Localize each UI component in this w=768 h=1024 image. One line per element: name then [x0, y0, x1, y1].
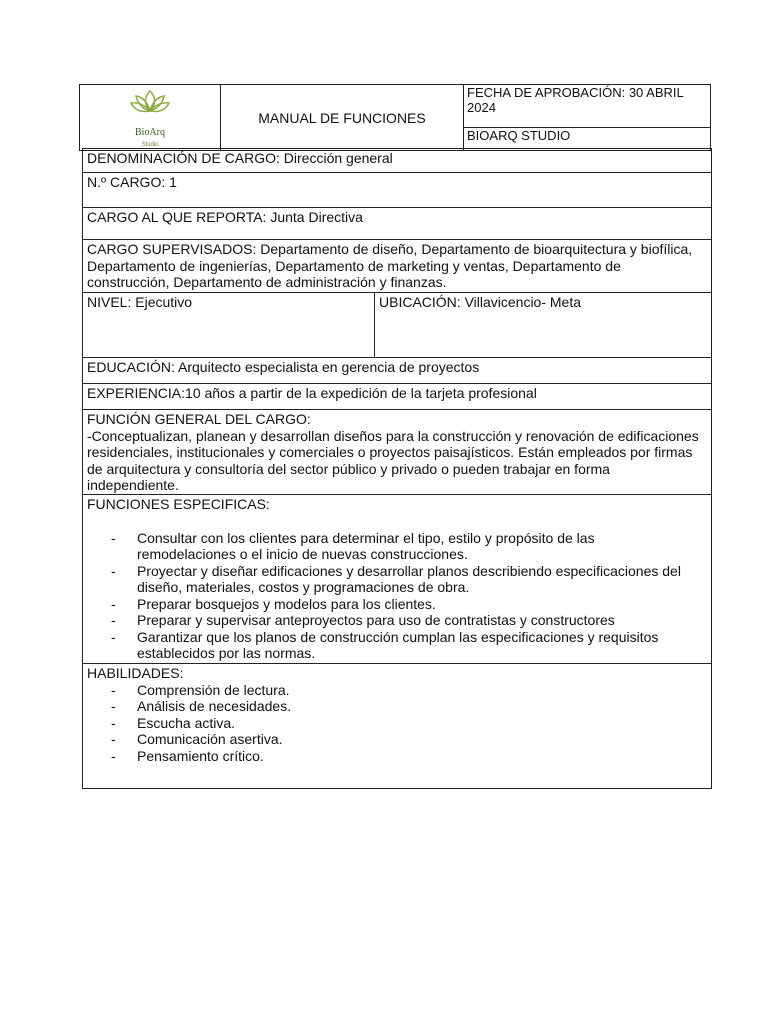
lotus-logo-icon — [128, 85, 172, 127]
ubicacion-cell — [375, 293, 712, 358]
educacion-row — [83, 358, 712, 384]
list-item: - Garantizar que los planos de construcción cumplan las especificaciones y requisitos establecidos por las normas. — [137, 629, 681, 662]
experiencia-row — [83, 384, 712, 410]
supervisados-text: CARGO SUPERVISADOS: Departamento de diseño, Departamento de bioarquitectura y biofílica, Departamento de ingenierías, Departamento de marketing y ventas, Departamento de construcción, Departamento de administración y finanzas. — [87, 241, 693, 290]
nivel-text: NIVEL: Ejecutivo — [87, 294, 193, 310]
funcion-general-row — [83, 410, 712, 495]
list-item: - Pensamiento crítico. — [137, 748, 711, 765]
approval-date-cell — [464, 85, 711, 128]
denominacion-row — [83, 149, 712, 173]
list-item: - Preparar bosquejos y modelos para los clientes. — [137, 596, 681, 613]
funcion-general-title: FUNCIÓN GENERAL DEL CARGO: — [87, 411, 311, 427]
reporta-text: CARGO AL QUE REPORTA: Junta Directiva — [87, 209, 363, 225]
experiencia-text: EXPERIENCIA:10 años a partir de la expedición de la tarjeta profesional — [87, 385, 537, 401]
document-title-cell — [221, 85, 464, 151]
habilidades-list — [87, 682, 711, 765]
logo-cell — [80, 85, 221, 151]
job-description-table — [82, 148, 712, 789]
list-item: - Comprensión de lectura. — [137, 682, 711, 699]
funciones-especificas-title: FUNCIONES ESPECIFICAS: — [87, 496, 270, 512]
company-name: BIOARQ STUDIO — [467, 128, 571, 144]
reporta-row — [83, 208, 712, 240]
ubicacion-text: UBICACIÓN: Villavicencio- Meta — [379, 294, 582, 310]
educacion-text: EDUCACIÓN: Arquitecto especialista en gerencia de proyectos — [87, 359, 480, 375]
funciones-especificas-row — [83, 495, 712, 664]
habilidades-title: HABILIDADES: — [87, 665, 184, 681]
list-item: - Comunicación asertiva. — [137, 731, 711, 748]
funciones-especificas-list — [87, 530, 681, 662]
list-item: - Consultar con los clientes para determinar el tipo, estilo y propósito de las remodelaciones o el inicio de nuevas construcciones. — [137, 530, 681, 563]
approval-date: FECHA DE APROBACIÓN: 30 ABRIL 2024 — [467, 85, 684, 115]
logo-subtext: Studio — [141, 142, 159, 148]
document-header — [79, 84, 711, 151]
logo-wordmark: BioArq — [135, 127, 165, 138]
denominacion-text: DENOMINACIÓN DE CARGO: Dirección general — [87, 150, 393, 166]
supervisados-row — [83, 240, 712, 293]
numero-cargo-text: N.º CARGO: 1 — [87, 174, 177, 190]
document-title: MANUAL DE FUNCIONES — [258, 109, 426, 126]
company-logo — [128, 85, 172, 127]
habilidades-row — [83, 664, 712, 789]
list-item: - Escucha activa. — [137, 715, 711, 732]
funcion-general-text: -Conceptualizan, planean y desarrollan diseños para la construcción y renovación de edificaciones residenciales, institucionales y comerciales o proyectos paisajísticos. Están empleados por firmas de arquitectura y consultoría del sector público y privado o pueden trabajar en forma independiente. — [87, 427, 699, 493]
numero-cargo-row — [83, 173, 712, 208]
nivel-cell — [83, 293, 375, 358]
list-item: - Preparar y supervisar anteproyectos para uso de contratistas y constructores — [137, 612, 681, 629]
list-item: - Análisis de necesidades. — [137, 698, 711, 715]
list-item: - Proyectar y diseñar edificaciones y desarrollar planos describiendo especificaciones del diseño, materiales, costos y programaciones de obra. — [137, 563, 681, 596]
